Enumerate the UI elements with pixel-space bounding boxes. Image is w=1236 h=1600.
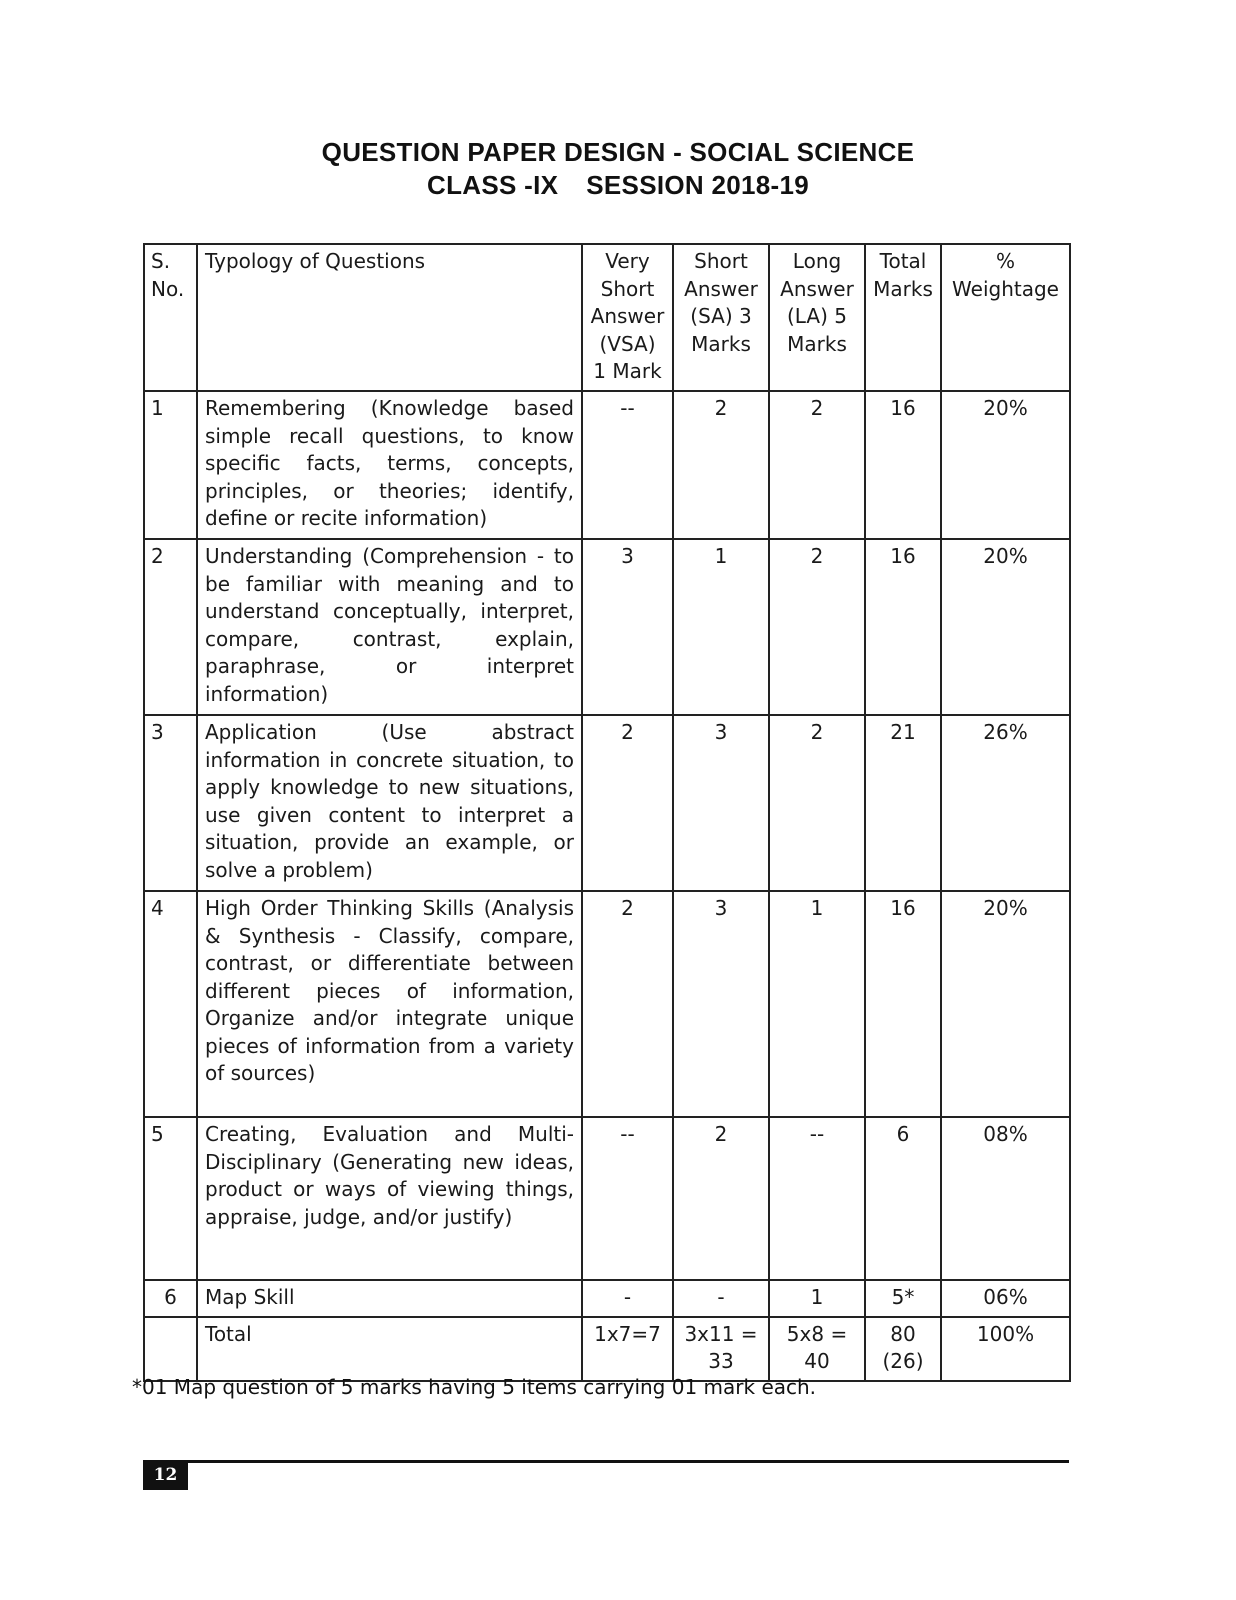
table-row bbox=[144, 391, 1070, 539]
cell-typology: Map Skill bbox=[197, 1280, 582, 1317]
page-subtitle bbox=[0, 170, 1236, 201]
table-row bbox=[144, 715, 1070, 891]
cell-vsa: -- bbox=[582, 391, 673, 539]
table-header-row bbox=[144, 244, 1070, 391]
page-title: QUESTION PAPER DESIGN - SOCIAL SCIENCE bbox=[321, 137, 915, 167]
cell-total: 16 bbox=[865, 891, 941, 1117]
col-header-la: Long Answer (LA) 5 Marks bbox=[769, 244, 865, 391]
cell-vsa: 1x7=7 bbox=[582, 1317, 673, 1381]
cell-total: 21 bbox=[865, 715, 941, 891]
cell-sno: 6 bbox=[144, 1280, 197, 1317]
cell-total: 5* bbox=[865, 1280, 941, 1317]
col-header-typology: Typology of Questions bbox=[197, 244, 582, 391]
cell-la: 5x8 = 40 bbox=[769, 1317, 865, 1381]
col-header-sno: S. No. bbox=[144, 244, 197, 391]
table-row bbox=[144, 539, 1070, 715]
cell-vsa: 2 bbox=[582, 891, 673, 1117]
cell-total-label: Total bbox=[197, 1317, 582, 1381]
col-header-total: Total Marks bbox=[865, 244, 941, 391]
cell-vsa: 3 bbox=[582, 539, 673, 715]
cell-sa: 3x11 = 33 bbox=[673, 1317, 769, 1381]
cell-total: 6 bbox=[865, 1117, 941, 1280]
cell-la: 1 bbox=[769, 1280, 865, 1317]
cell-la: -- bbox=[769, 1117, 865, 1280]
col-header-sa: Short Answer (SA) 3 Marks bbox=[673, 244, 769, 391]
page-number: 12 bbox=[143, 1461, 188, 1490]
col-header-weightage: % Weightage bbox=[941, 244, 1070, 391]
cell-typology: Understanding (Comprehension - to be familiar with meaning and to understand conceptually, interpret, compare, contrast, explain, paraphrase, or interpret information) bbox=[197, 539, 582, 715]
session-label: SESSION 2018-19 bbox=[586, 170, 809, 200]
cell-total: 16 bbox=[865, 391, 941, 539]
table-row bbox=[144, 1117, 1070, 1280]
cell-sa: 2 bbox=[673, 391, 769, 539]
table-row bbox=[144, 891, 1070, 1117]
cell-la: 2 bbox=[769, 715, 865, 891]
cell-weightage: 100% bbox=[941, 1317, 1070, 1381]
cell-sa: 3 bbox=[673, 891, 769, 1117]
footnote: *01 Map question of 5 marks having 5 items carrying 01 mark each. bbox=[132, 1375, 817, 1399]
cell-weightage: 20% bbox=[941, 391, 1070, 539]
table-row bbox=[144, 1280, 1070, 1317]
cell-vsa: 2 bbox=[582, 715, 673, 891]
cell-total: 16 bbox=[865, 539, 941, 715]
cell-sa: 3 bbox=[673, 715, 769, 891]
cell-weightage: 26% bbox=[941, 715, 1070, 891]
cell-total: 80 (26) bbox=[865, 1317, 941, 1381]
cell-la: 2 bbox=[769, 539, 865, 715]
cell-typology: Creating, Evaluation and Multi-Disciplinary (Generating new ideas, product or ways of viewing things, appraise, judge, and/or justify) bbox=[197, 1117, 582, 1280]
cell-sa: 2 bbox=[673, 1117, 769, 1280]
col-header-vsa: Very Short Answer (VSA) 1 Mark bbox=[582, 244, 673, 391]
cell-weightage: 06% bbox=[941, 1280, 1070, 1317]
cell-typology: Application (Use abstract information in concrete situation, to apply knowledge to new situations, use given content to interpret a situation, provide an example, or solve a problem) bbox=[197, 715, 582, 891]
question-design-table bbox=[143, 243, 1071, 1382]
footer-rule bbox=[143, 1460, 1069, 1463]
cell-sno: 5 bbox=[144, 1117, 197, 1280]
cell-typology: High Order Thinking Skills (Analysis & Synthesis - Classify, compare, contrast, or differentiate between different pieces of information, Organize and/or integrate unique pieces of information from a variety of sources) bbox=[197, 891, 582, 1117]
cell-la: 2 bbox=[769, 391, 865, 539]
class-label: CLASS -IX bbox=[427, 170, 559, 200]
table-total-row bbox=[144, 1317, 1070, 1381]
cell-weightage: 20% bbox=[941, 891, 1070, 1117]
cell-typology: Remembering (Knowledge based simple recall questions, to know specific facts, terms, concepts, principles, or theories; identify, define or recite information) bbox=[197, 391, 582, 539]
cell-la: 1 bbox=[769, 891, 865, 1117]
cell-sno bbox=[144, 1317, 197, 1381]
cell-sno: 1 bbox=[144, 391, 197, 539]
cell-sa: 1 bbox=[673, 539, 769, 715]
cell-sa: - bbox=[673, 1280, 769, 1317]
cell-sno: 4 bbox=[144, 891, 197, 1117]
cell-weightage: 08% bbox=[941, 1117, 1070, 1280]
cell-vsa: -- bbox=[582, 1117, 673, 1280]
cell-weightage: 20% bbox=[941, 539, 1070, 715]
cell-sno: 2 bbox=[144, 539, 197, 715]
cell-sno: 3 bbox=[144, 715, 197, 891]
cell-vsa: - bbox=[582, 1280, 673, 1317]
